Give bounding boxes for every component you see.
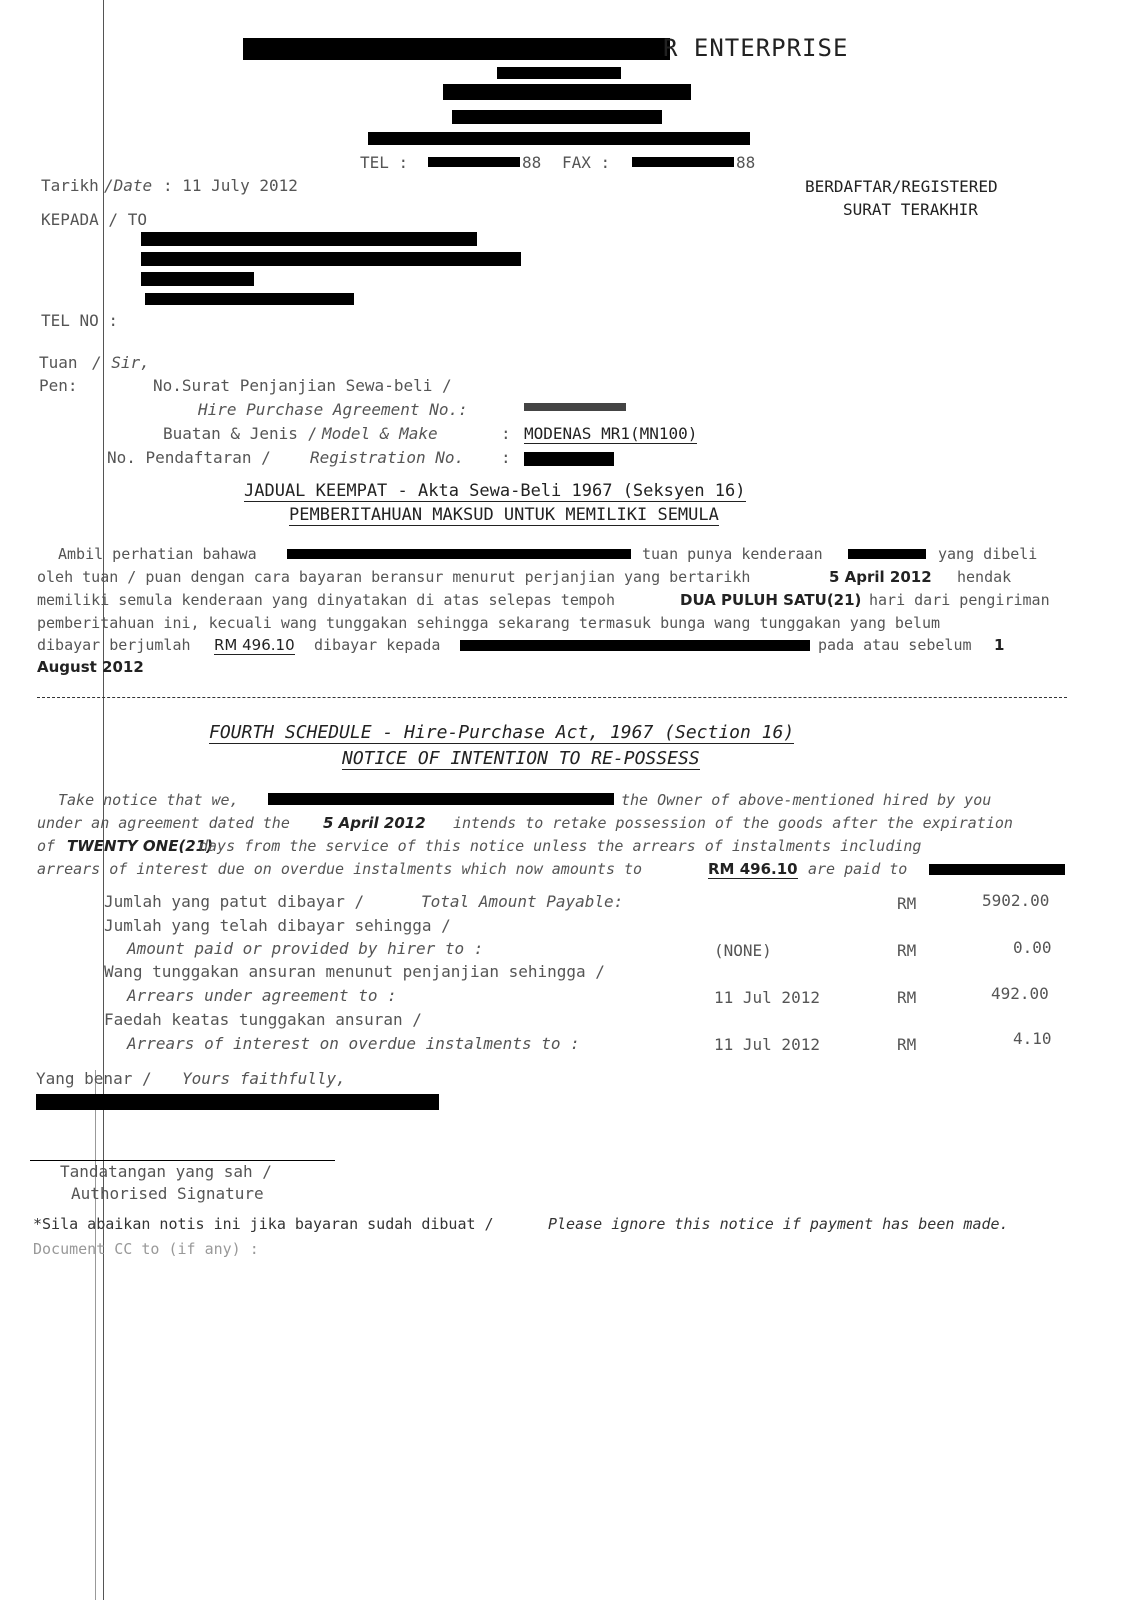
malay-line-2a: oleh tuan / puan dengan cara bayaran beransur menurut perjanjian yang bertarikh [37,568,751,586]
scan-vertical-line-2 [95,1070,96,1600]
english-line-1b: the Owner of above-mentioned hired by you [621,791,992,809]
malay-amount-text: RM 496.10 [214,636,295,654]
redacted-payee-my [460,640,810,651]
total-label-my: Jumlah yang patut dibayar / [104,892,365,911]
redacted-recipient-address-2 [141,272,254,286]
redacted-company-name [243,38,670,60]
date-value: : 11 July 2012 [163,176,298,195]
final-letter-label: SURAT TERAKHIR [843,200,978,219]
interest-label-en: Arrears of interest on overdue instalments to : [127,1034,580,1053]
arrears-label-my: Wang tunggakan ansuran menunut penjanjian sehingga / [104,962,605,981]
malay-line-5c: pada atau sebelum [818,636,972,654]
malay-line-5b: dibayar kepada [314,636,441,654]
redacted-recipient-name [141,232,477,246]
english-heading-2 [342,748,700,770]
english-heading-1-text: FOURTH SCHEDULE - Hire-Purchase Act, 1967 (Section 16) [209,722,795,743]
redacted-registration-no [524,452,614,466]
signature-label-en: Authorised Signature [71,1184,264,1203]
interest-date: 11 Jul 2012 [714,1035,820,1054]
english-heading-1 [209,722,794,744]
redacted-owner-name-en [268,793,614,805]
malay-line-1c: yang dibeli [938,545,1038,563]
to-label: KEPADA / TO [41,210,147,229]
redacted-recipient-address-1 [141,252,521,266]
total-label-en: Total Amount Payable: [421,892,624,911]
arrears-currency: RM [897,988,917,1007]
malay-amount [214,636,295,655]
yours-faithfully-en: Yours faithfully, [182,1069,346,1088]
company-name-suffix: R ENTERPRISE [663,34,849,62]
paid-label-en: Amount paid or provided by hirer to : [127,939,484,958]
redacted-owner-name-my [287,549,631,559]
malay-line-4: pemberitahuan ini, kecuali wang tunggakan sehingga sekarang termasuk bunga wang tunggakan yang belum [37,614,941,632]
english-heading-2-text: NOTICE OF INTENTION TO RE-POSSESS [342,748,700,769]
english-line-3b: days from the service of this notice unless the arrears of instalments including [199,837,922,855]
redacted-address-line-4 [368,132,750,145]
dashed-separator [37,697,1067,698]
interest-value: 4.10 [1013,1029,1052,1048]
english-agreement-date: 5 April 2012 [323,814,426,832]
registered-label: BERDAFTAR/REGISTERED [805,177,998,196]
malay-line-1a: Ambil perhatian bahawa [58,545,257,563]
paid-value: 0.00 [1013,938,1052,957]
malay-heading-2-text: PEMBERITAHUAN MAKSUD UNTUK MEMILIKI SEMULA [289,505,719,525]
arrears-value: 492.00 [991,984,1049,1003]
total-currency: RM [897,894,917,913]
paid-currency: RM [897,941,917,960]
malay-line-5a: dibayar berjumlah [37,636,191,654]
arrears-date: 11 Jul 2012 [714,988,820,1007]
redacted-vehicle-no-my [848,549,926,559]
english-line-4a: arrears of interest due on overdue instalments which now amounts to [37,860,643,878]
redacted-address-line-1 [497,67,621,79]
ignore-note-my: *Sila abaikan notis ini jika bayaran sudah dibuat / [33,1215,494,1233]
malay-line-3a: memiliki semula kenderaan yang dinyatakan di atas selepas tempoh [37,591,615,609]
date-label-my: Tarikh [41,176,99,195]
malay-heading-1-text: JADUAL KEEMPAT - Akta Sewa-Beli 1967 (Seksyen 16) [244,481,746,501]
redacted-payee-en [929,864,1065,875]
model-colon: : [501,424,511,443]
interest-currency: RM [897,1035,917,1054]
redacted-address-line-2 [443,84,691,100]
english-line-2b: intends to retake possession of the goods after the expiration [453,814,1013,832]
redacted-recipient-address-3 [145,293,354,305]
malay-due-date: August 2012 [37,658,144,676]
model-value [524,424,697,444]
interest-label-my: Faedah keatas tunggakan ansuran / [104,1010,422,1029]
model-value-text: MODENAS MR1(MN100) [524,424,698,443]
model-label-my: Buatan & Jenis / [163,424,318,443]
salutation-en: / Sir, [92,353,150,372]
malay-due-day: 1 [994,636,1005,654]
english-days: TWENTY ONE(21) [67,837,214,855]
pen-label: Pen: [39,376,78,395]
redacted-fax-number [632,157,734,167]
signature-label-my: Tandatangan yang sah / [60,1162,272,1181]
cc-label: Document CC to (if any) : [33,1240,259,1258]
fax-tail: 88 [736,153,756,172]
model-label-en: Model & Make [322,424,438,443]
malay-heading-1 [244,481,746,502]
redacted-address-line-3 [452,110,662,124]
salutation-my: Tuan [39,353,78,372]
redacted-signatory-company [36,1094,439,1110]
malay-line-2b: hendak [957,568,1012,586]
agreement-label-en: Hire Purchase Agreement No.: [198,400,468,419]
malay-agreement-date: 5 April 2012 [829,568,932,586]
reg-colon: : [501,448,511,467]
paid-note: (NONE) [714,941,772,960]
paid-label-my: Jumlah yang telah dibayar sehingga / [104,916,451,935]
tel-tail: 88 [522,153,542,172]
malay-heading-2 [289,505,719,526]
malay-line-3b: hari dari pengiriman [869,591,1050,609]
reg-label-my: No. Pendaftaran / [107,448,271,467]
english-line-1a: Take notice that we, [58,791,239,809]
english-amount [708,860,798,879]
english-line-2a: under an agreement dated the [37,814,290,832]
yours-faithfully-my: Yang benar / [36,1069,152,1088]
reg-label-en: Registration No. [310,448,465,467]
english-amount-text: RM 496.10 [708,860,798,878]
tel-label: TEL : [360,153,409,172]
fax-label: FAX : [562,153,611,172]
tel-no-label: TEL NO : [41,311,119,330]
ignore-note-en: Please ignore this notice if payment has been made. [548,1215,1009,1233]
redacted-agreement-no [524,403,626,411]
malay-line-1b: tuan punya kenderaan [642,545,823,563]
redacted-tel-number [428,157,520,167]
agreement-label-my: No.Surat Penjanjian Sewa-beli / [153,376,452,395]
signature-line [30,1160,335,1161]
malay-days: DUA PULUH SATU(21) [680,591,862,609]
english-line-4b: are paid to [808,860,908,878]
english-line-3a: of [37,837,56,855]
total-value: 5902.00 [982,891,1050,910]
date-label-en: /Date [104,176,153,195]
arrears-label-en: Arrears under agreement to : [127,986,397,1005]
